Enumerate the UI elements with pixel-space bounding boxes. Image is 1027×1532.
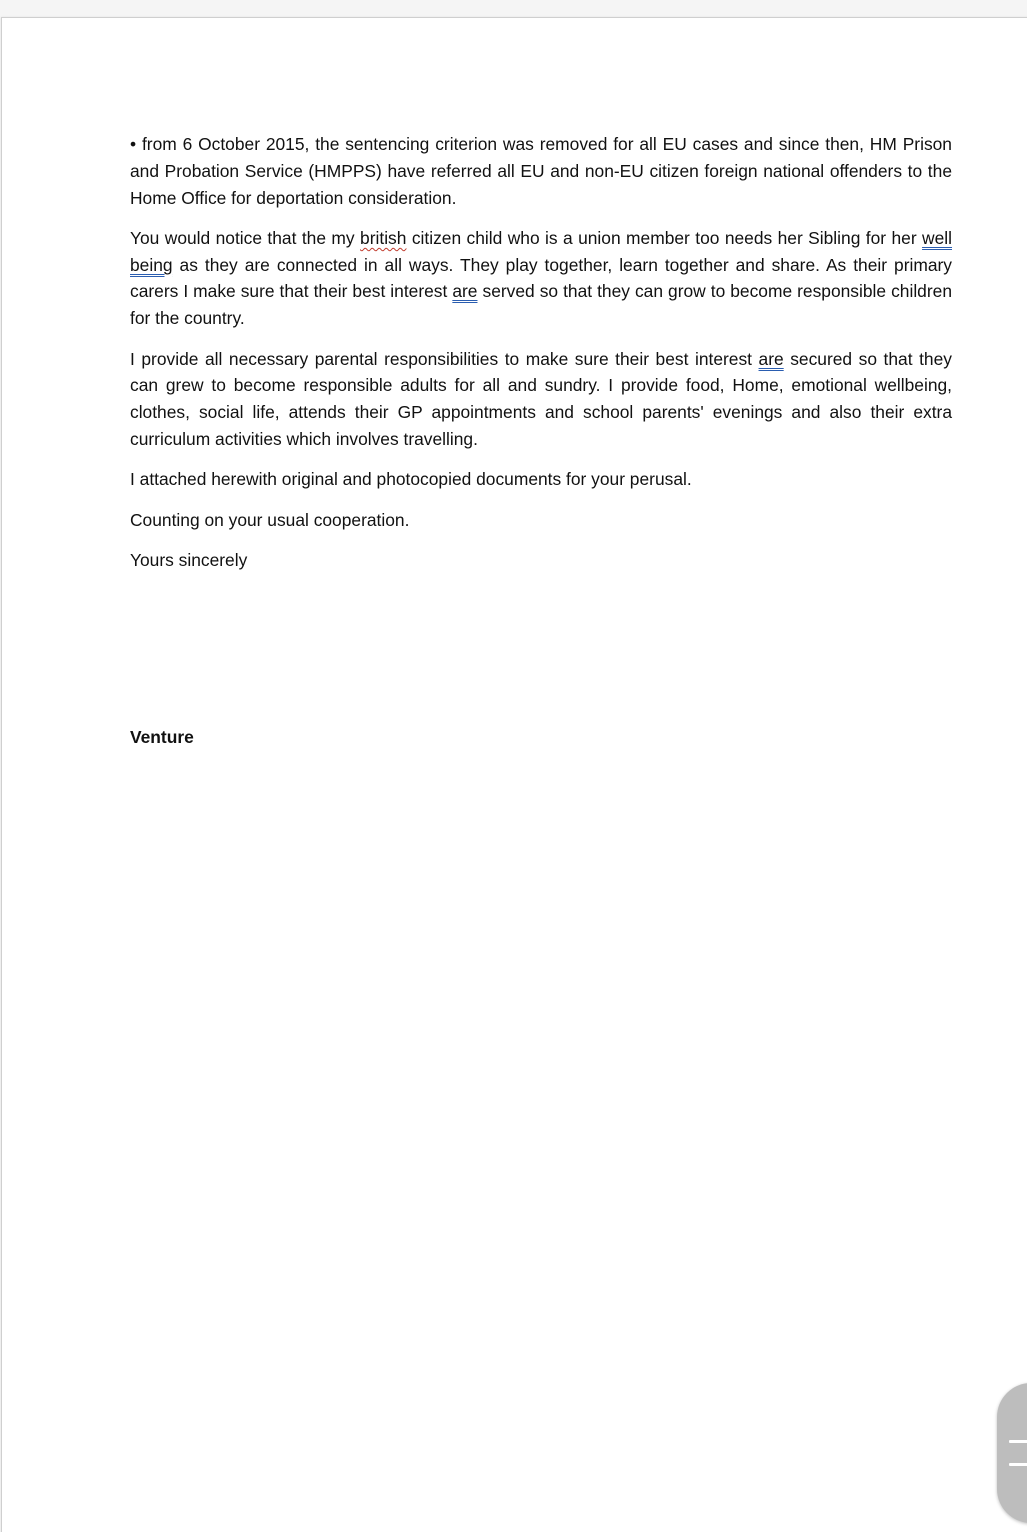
drag-handle-icon[interactable]	[997, 1383, 1027, 1523]
paragraph-parental-responsibilities	[130, 346, 952, 453]
handle-grip-line	[1009, 1440, 1027, 1443]
handle-grip-line	[1009, 1463, 1027, 1466]
signature-name: Venture	[130, 727, 194, 747]
paragraph-child-sibling	[130, 225, 952, 332]
paragraph-attachments: I attached herewith original and photocopied documents for your perusal.	[130, 469, 692, 490]
paragraph-text: served so that they can grow to become responsible children for the country.	[130, 281, 952, 329]
document-body	[130, 131, 952, 587]
bullet-glyph: •	[130, 134, 137, 154]
closing-salutation: Yours sincerely	[130, 549, 248, 570]
paragraph-cooperation: Counting on your usual cooperation.	[130, 509, 410, 530]
spelling-flag[interactable]: british	[360, 227, 407, 248]
grammar-flag[interactable]: well being	[130, 227, 953, 275]
grammar-flag[interactable]: are	[452, 281, 478, 302]
grammar-flag[interactable]: are	[758, 348, 784, 369]
paragraph-text: citizen child who is a union member too needs her Sibling for her	[406, 227, 923, 248]
paragraph-text: as they are connected in all ways. They play together, learn together and share. As their primary carers I make sure that their best interest	[130, 254, 952, 302]
paragraph-text: You would notice that the my	[130, 227, 361, 248]
bullet-paragraph	[130, 131, 952, 211]
paragraph-text: I provide all necessary parental responsibilities to make sure their best interest	[130, 348, 759, 369]
bullet-text: from 6 October 2015, the sentencing criterion was removed for all EU cases and since then, HM Prison and Probation Service (HMPPS) have referred all EU and non-EU citizen foreign national offenders to the Home Office for deportation consideration.	[130, 134, 952, 208]
paragraph-text: secured so that they can grew to become responsible adults for all and sundry. I provide food, Home, emotional wellbeing, clothes, social life, attends their GP appointments and school parents' evenings and also their extra curriculum activities which involves travelling.	[130, 348, 952, 449]
